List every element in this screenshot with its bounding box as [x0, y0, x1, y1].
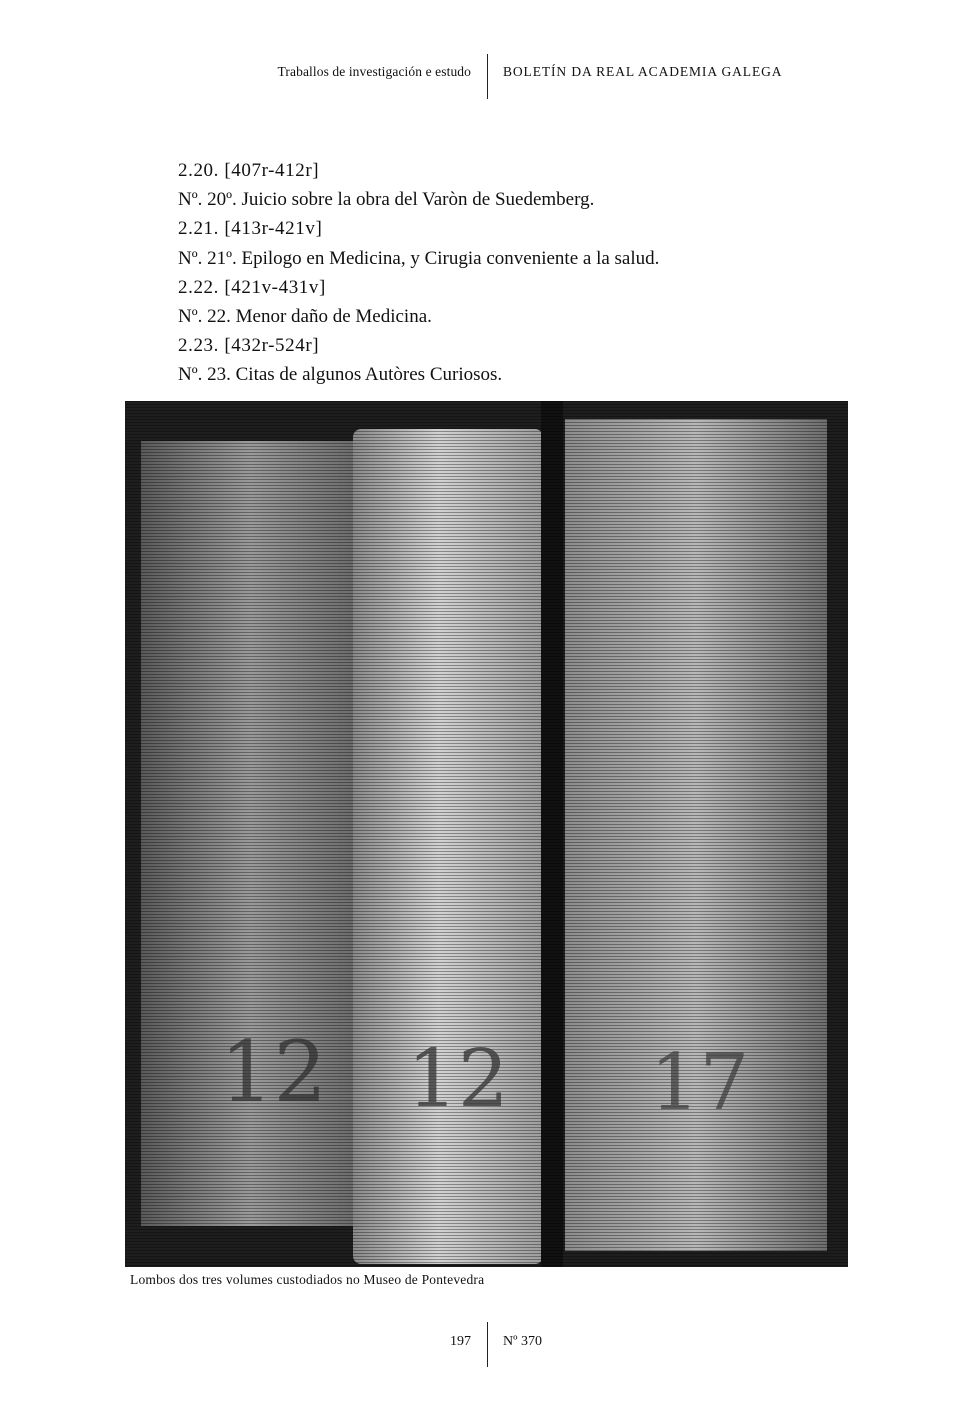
entry-title: Nº. 20º. Juicio sobre la obra del Varòn de Suedemberg.	[178, 189, 595, 211]
footer-divider	[487, 1322, 488, 1367]
photo-caption: Lombos dos tres volumes custodiados no Museo de Pontevedra	[130, 1272, 485, 1287]
running-header-section: Traballos de investigación e estudo	[277, 64, 471, 79]
header-divider	[487, 54, 488, 99]
issue-number: Nº 370	[503, 1334, 542, 1349]
catalog-entries	[178, 156, 659, 390]
spine-number-right: 17	[650, 1038, 750, 1128]
entry-title: Nº. 22. Menor daño de Medicina.	[178, 306, 432, 328]
spine-number-left: 12	[220, 1023, 327, 1121]
entry-folio-range: 2.20. [407r-412r]	[178, 160, 320, 181]
page-number: 197	[450, 1334, 471, 1349]
entry-folio-range: 2.21. [413r-421v]	[178, 218, 323, 240]
entry-title: Nº. 21º. Epilogo en Medicina, y Cirugia conveniente a la salud.	[178, 247, 660, 269]
entry-folio-range: 2.22. [421v-431v]	[178, 276, 326, 298]
entry-folio-range: 2.23. [432r-524r]	[178, 335, 320, 357]
book-spines-photo	[125, 401, 848, 1267]
spine-number-middle: 12	[407, 1032, 509, 1125]
running-header-journal: BOLETÍN DA REAL ACADEMIA GALEGA	[503, 64, 783, 79]
entry-title: Nº. 23. Citas de algunos Autòres Curiosos.	[178, 364, 503, 386]
